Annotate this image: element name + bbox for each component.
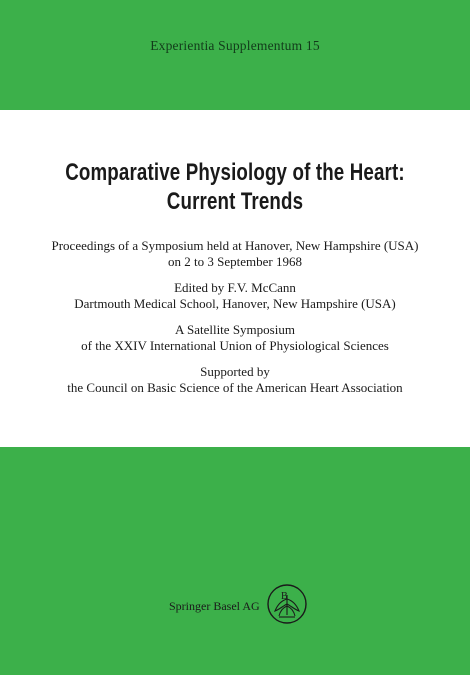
book-title-line-1: Comparative Physiology of the Heart: <box>65 159 405 186</box>
cover-content <box>0 110 470 447</box>
bottom-green-band <box>0 447 470 675</box>
proceedings-line-1: Proceedings of a Symposium held at Hanover, New Hampshire (USA) <box>51 238 419 253</box>
satellite-line-1: A Satellite Symposium <box>175 322 295 337</box>
proceedings-line-2: on 2 to 3 September 1968 <box>168 254 302 269</box>
svg-text:B: B <box>281 591 288 602</box>
support-line-2: the Council on Basic Science of the American Heart Association <box>67 380 403 395</box>
editor-line-2: Dartmouth Medical School, Hanover, New Hampshire (USA) <box>74 296 396 311</box>
book-title-line-2: Current Trends <box>166 188 304 215</box>
satellite-line-2: of the XXIV International Union of Physiological Sciences <box>81 338 389 353</box>
series-title: Experientia Supplementum 15 <box>150 38 320 53</box>
top-green-band <box>0 0 470 110</box>
publisher-name: Springer Basel AG <box>169 599 260 613</box>
springer-chess-knight-logo-icon <box>265 582 309 626</box>
editor-line-1: Edited by F.V. McCann <box>174 280 296 295</box>
support-line-1: Supported by <box>200 364 270 379</box>
